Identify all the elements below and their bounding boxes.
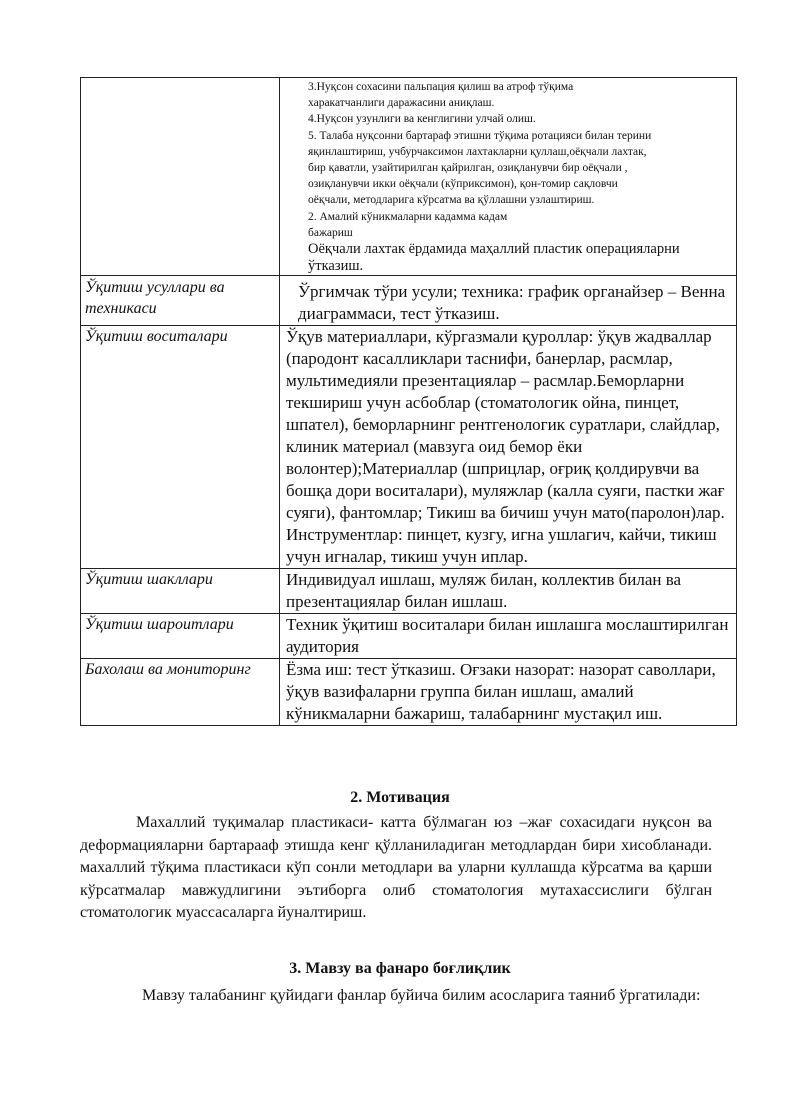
table-row bbox=[81, 569, 737, 614]
row-value: Техник ўқитиш воситалари билан ишлашга мослаштирилган аудитория bbox=[280, 614, 737, 659]
objectives-cell bbox=[280, 78, 737, 276]
objective-line: 4.Нуқсон узунлиги ва кенглигини улчай олиш. bbox=[308, 113, 536, 126]
motivation-text: Махаллий туқималар пластикаси- катта бўлмаган юз –жағ сохасидаги нуқсон ва деформацияларни бартарааф этишда кенг қўлланиладиган методлардан бири хисобланади. махаллий тўқима пластикаси кўп сонли методлари ва уларни куллашда кўрсатма ва қарши кўрсатмалар мавжудлигини эътиборга олиб стоматология мутахассислиги бўлган стоматологик муассасаларга йуналтириш. bbox=[80, 814, 712, 921]
table-row bbox=[81, 276, 737, 326]
interdisciplinary-paragraph bbox=[38, 985, 712, 1008]
row-label: Бахолаш ва мониторинг bbox=[81, 659, 280, 726]
objective-line: бажариш bbox=[308, 226, 353, 239]
table-row bbox=[81, 326, 737, 569]
row-label: Ўқитиш шакллари bbox=[81, 569, 280, 614]
row-value: Ёзма иш: тест ўтказиш. Оғзаки назорат: назорат саволлари, ўқув вазифаларни группа билан ишлаш, амалий кўникмаларни бажариш, талабарнинг мустақил иш. bbox=[280, 659, 737, 726]
section-title-interdisciplinary: 3. Мавзу ва фанаро боғлиқлик bbox=[289, 960, 511, 977]
row-label: Ўқитиш шароитлари bbox=[81, 614, 280, 659]
objective-line: оёқчали, методларига кўрсатма ва қўллашни узлаштириш. bbox=[308, 194, 595, 207]
objective-line: 3.Нуқсон сохасини пальпация қилиш ва атроф тўқима bbox=[308, 81, 574, 93]
lesson-info-table bbox=[80, 77, 737, 726]
section-title-motivation: 2. Мотивация bbox=[350, 789, 450, 806]
table-row bbox=[81, 659, 737, 726]
objective-large-text: Оёқчали лахтак ёрдамида маҳаллий пластик операцияларни ўтказиш. bbox=[308, 241, 680, 275]
row-label: Ўқитиш воситалари bbox=[81, 326, 280, 569]
empty-label-cell bbox=[81, 78, 280, 276]
table-row bbox=[81, 614, 737, 659]
objective-line: харакатчанлиги даражасини аниқлаш. bbox=[308, 97, 495, 110]
objective-line: яқинлаштириш, учбурчаксимон лахтакларни қуллаш,оёқчали лахтак, bbox=[308, 145, 647, 158]
objective-line: 5. Талаба нуқсонни бартараф этишни тўқима ротацияси билан терини bbox=[308, 129, 652, 142]
row-value: Индивидуал ишлаш, муляж билан, коллектив билан ва презентациялар билан ишлаш. bbox=[280, 569, 737, 614]
row-value: Ўқув материаллари, кўргазмали қуроллар: ўқув жадваллар (пародонт касалликлари таснифи, банерлар, расмлар, мультимедияли презентациялар – расмлар.Беморларни текшириш учун асбоблар (стоматологик ойна, пинцет, шпател), беморларнинг рентгенологик суратлари, слайдлар, клиник материал (мавзуга оид бемор ёки волонтер);Материаллар (шприцлар, оғриқ қолдирувчи ва бошқа дори воситалари), муляжлар (калла суяги, пастки жағ суяги), фантомлар; Тикиш ва бичиш учун мато(паролон)лар. Инструментлар: пинцет, кузгу, игна ушлагич, кайчи, тикиш учун игналар, тикиш учун иплар. bbox=[280, 326, 737, 569]
interdisciplinary-text: Мавзу талабанинг қуйидаги фанлар буйича билим асосларига таяниб ўргатилади: bbox=[142, 987, 701, 1004]
motivation-paragraph bbox=[80, 812, 712, 925]
objective-line: бир қаватли, узайтирилган қайрилган, озиқланувчи бир оёқчали , bbox=[308, 162, 628, 175]
objective-line: озиқланувчи икки оёқчали (кўприксимон), қон-томир сақловчи bbox=[308, 178, 618, 191]
row-value: Ўргимчак тўри усули; техника: график органайзер – Венна диаграммаси, тест ўтказиш. bbox=[280, 276, 737, 326]
objective-line: 2. Амалий кўникмаларни кадамма кадам bbox=[308, 210, 508, 223]
table-row bbox=[81, 78, 737, 276]
row-label: Ўқитиш усуллари ва техникаси bbox=[81, 276, 280, 326]
